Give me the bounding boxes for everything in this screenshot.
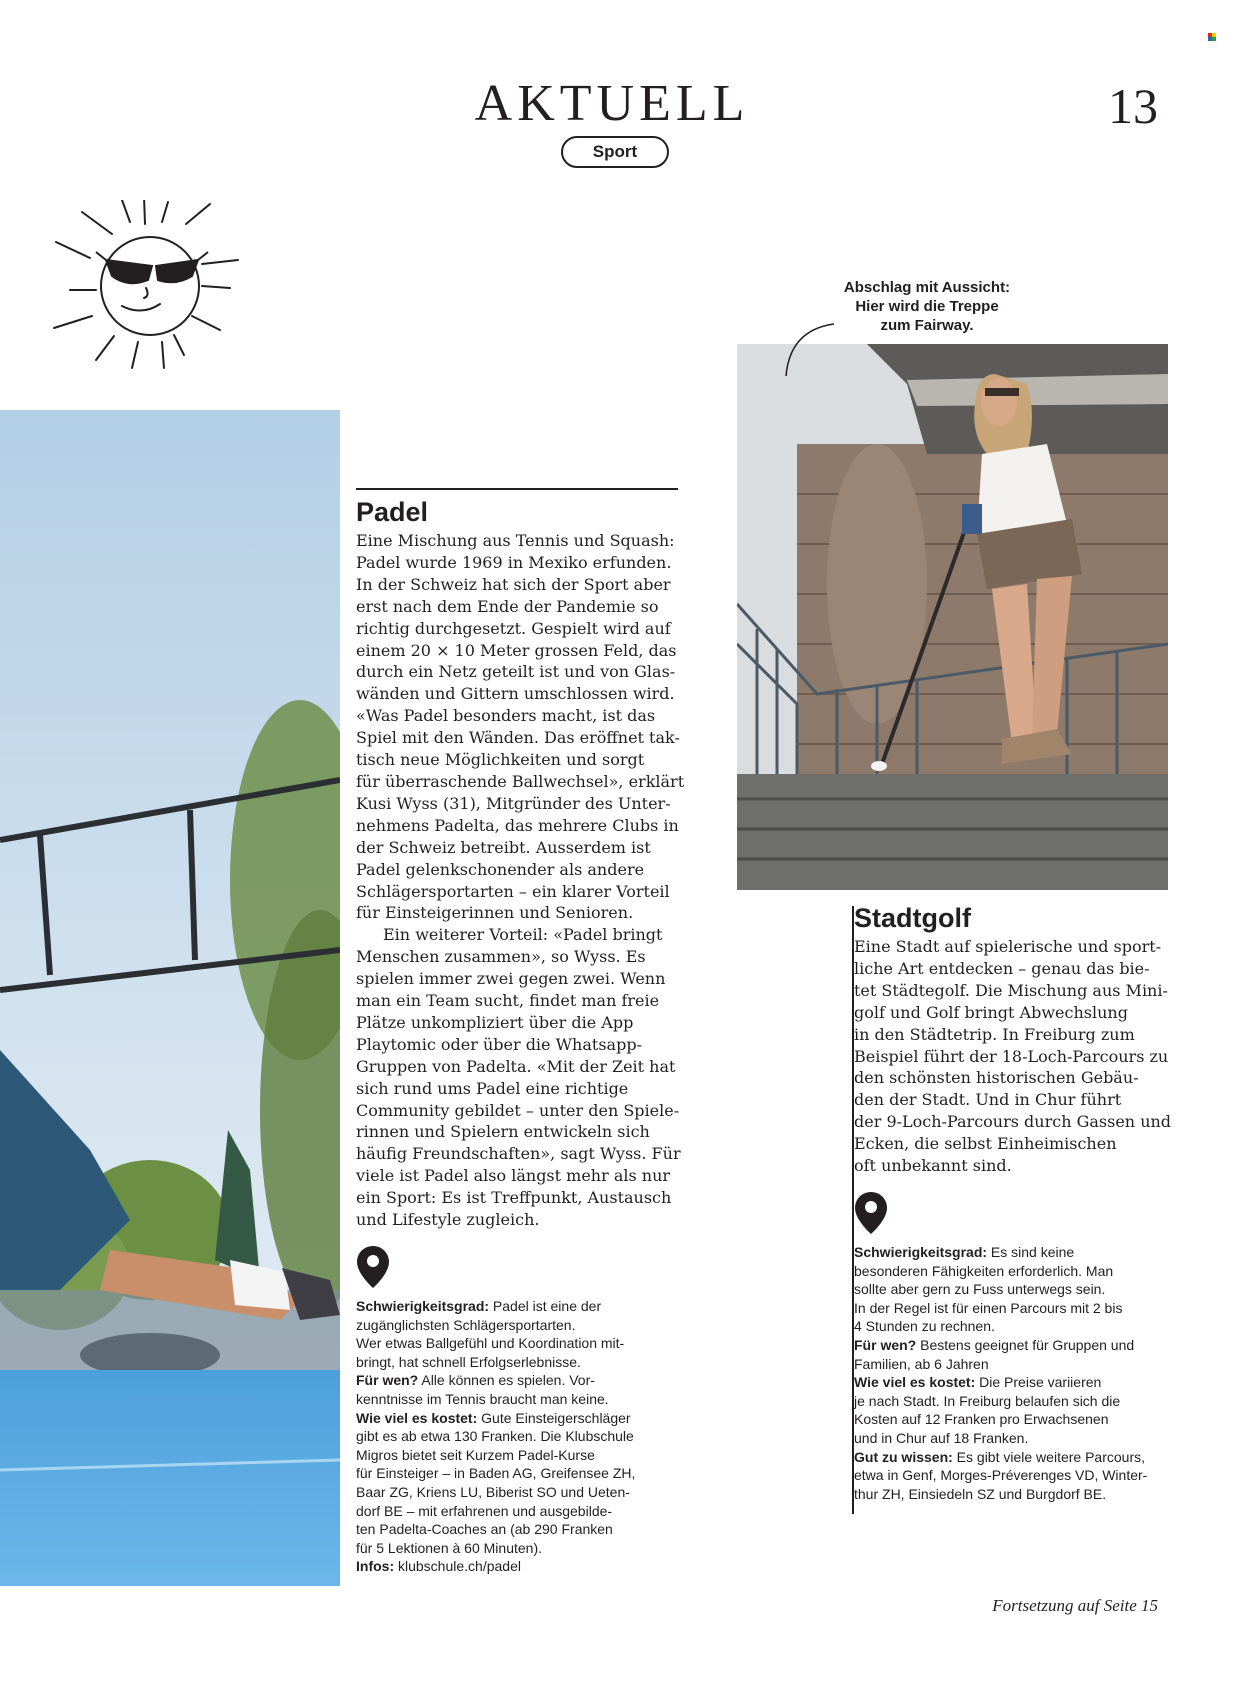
info-label: Schwierigkeitsgrad: — [356, 1298, 490, 1314]
info-line: für 5 Lektionen à 60 Minuten). — [356, 1539, 543, 1556]
body-line: Menschen zusammen», so Wyss. Es — [356, 947, 646, 967]
body-line: golf und Golf bringt Abwechslung — [854, 1002, 1128, 1022]
info-line: gibt es ab etwa 130 Franken. Die Klubschule — [356, 1428, 634, 1445]
location-pin-icon — [854, 1191, 888, 1235]
body-line: einem 20 × 10 Meter grossen Feld, das — [356, 640, 677, 660]
info-line: Baar ZG, Kriens LU, Biberist SO und Ueten- — [356, 1483, 630, 1500]
body-line: «Was Padel besonders macht, ist das — [356, 706, 656, 726]
info-line — [356, 1297, 686, 1316]
info-line: bringt, hat schnell Erfolgserlebnisse. — [356, 1353, 581, 1370]
stadtgolf-body — [854, 936, 1184, 1177]
body-line: für überraschende Ballwechsel», erklärt — [356, 771, 685, 791]
body-line: liche Art entdecken – genau das bie- — [854, 958, 1150, 978]
info-text: Gute Einsteigerschläger — [477, 1409, 631, 1426]
body-line: und Lifestyle zugleich. — [356, 1210, 540, 1230]
body-line: Eine Stadt auf spielerische und sport- — [854, 937, 1162, 956]
info-line: zugänglichsten Schlägersportarten. — [356, 1316, 576, 1333]
info-line: kenntnisse im Tennis braucht man keine. — [356, 1390, 609, 1407]
info-line: Kosten auf 12 Franken pro Erwachsenen — [854, 1411, 1109, 1428]
caption-line: Hier wird die Treppe — [855, 298, 999, 315]
body-line: oft unbekannt sind. — [854, 1156, 1012, 1176]
stadtgolf-photo — [737, 344, 1168, 890]
body-line: spielen immer zwei gegen zwei. Wenn — [356, 969, 666, 989]
body-line: für Einsteigerinnen und Senioren. — [356, 903, 634, 923]
info-line — [854, 1336, 1184, 1355]
page-number: 13 — [1108, 78, 1158, 134]
info-label: Infos: — [356, 1558, 395, 1575]
stadtgolf-article — [854, 902, 1184, 1503]
padel-heading: Padel — [356, 497, 429, 527]
info-item — [356, 1371, 686, 1408]
info-line: etwa in Genf, Morges-Préverenges VD, Winter- — [854, 1467, 1148, 1484]
info-line: 4 Stunden zu rechnen. — [854, 1318, 995, 1335]
body-line: Schlägersportarten – ein klarer Vorteil — [356, 881, 670, 901]
body-line: viele ist Padel also längst mehr als nur — [356, 1166, 671, 1186]
info-item — [854, 1448, 1184, 1504]
body-line: Spiel mit den Wänden. Das eröffnet tak- — [356, 728, 680, 748]
body-line: Eine Mischung aus Tennis und Squash: — [356, 531, 675, 550]
padel-article — [356, 496, 686, 1576]
info-line — [356, 1557, 686, 1576]
info-item — [356, 1557, 686, 1576]
info-item — [854, 1336, 1184, 1373]
info-line — [854, 1448, 1184, 1467]
info-text: Alle können es spielen. Vor- — [418, 1372, 595, 1389]
info-line — [356, 1409, 686, 1428]
body-line: Padel wurde 1969 in Mexiko erfunden. — [356, 552, 672, 572]
body-line: häufig Freundschaften», sagt Wyss. Für — [356, 1144, 681, 1164]
info-line: und in Chur auf 18 Franken. — [854, 1429, 1029, 1446]
info-line: je nach Stadt. In Freiburg belaufen sich die — [854, 1392, 1121, 1409]
info-text: Bestens geeignet für Gruppen und — [916, 1336, 1135, 1353]
body-line: sich rund ums Padel eine richtige — [356, 1078, 629, 1098]
info-label: Für wen? — [854, 1336, 917, 1353]
body-line: Ein weiterer Vorteil: «Padel bringt — [383, 925, 663, 945]
body-line: richtig durchgesetzt. Gespielt wird auf — [356, 618, 671, 638]
section-badge: Sport — [561, 136, 669, 168]
info-line: besonderen Fähigkeiten erforderlich. Man — [854, 1262, 1114, 1279]
body-line: wänden und Gittern umschlossen wird. — [356, 684, 675, 704]
body-line: der 9-Loch-Parcours durch Gassen und — [854, 1112, 1172, 1132]
info-line: dorf BE – mit erfahrenen und ausgebilde- — [356, 1502, 613, 1519]
body-line: Beispiel führt der 18-Loch-Parcours zu — [854, 1046, 1169, 1066]
info-label: Gut zu wissen: — [854, 1448, 953, 1465]
padel-rule — [356, 488, 678, 490]
info-line: Familien, ab 6 Jahren — [854, 1355, 989, 1372]
photo-caption — [804, 278, 1050, 335]
body-line: nehmens Padelta, das mehrere Clubs in — [356, 815, 679, 835]
info-line: Migros bietet seit Kurzem Padel-Kurse — [356, 1446, 595, 1463]
info-label: Wie viel es kostet: — [854, 1374, 976, 1391]
info-item — [356, 1297, 686, 1371]
body-line: Kusi Wyss (31), Mitgründer des Unter- — [356, 793, 671, 813]
page-title: AKTUELL — [474, 75, 750, 132]
body-line: Ecken, die selbst Einheimischen — [854, 1134, 1117, 1154]
stadtgolf-info — [854, 1243, 1184, 1503]
body-line: Playtomic oder über die Whatsapp- — [356, 1034, 642, 1054]
body-line: in den Städtetrip. In Freiburg zum — [854, 1024, 1135, 1044]
color-registration-mark — [1208, 33, 1216, 41]
info-text: Es gibt viele weitere Parcours, — [952, 1448, 1145, 1465]
continued-note: Fortsetzung auf Seite 15 — [992, 1596, 1158, 1615]
body-line: tet Städtegolf. Die Mischung aus Mini- — [854, 980, 1168, 1000]
info-text: klubschule.ch/padel — [394, 1558, 521, 1575]
body-line: den schönsten historischen Gebäu- — [854, 1068, 1139, 1088]
info-line: sollte aber gern zu Fuss unterwegs sein. — [854, 1281, 1106, 1298]
body-line: tisch neue Möglichkeiten und sorgt — [356, 750, 645, 770]
info-label: Wie viel es kostet: — [356, 1409, 478, 1426]
info-line — [854, 1243, 1184, 1262]
sun-sunglasses-illustration — [52, 200, 252, 370]
body-line: rinnen und Spielern entwickeln sich — [356, 1122, 650, 1142]
body-line: Plätze unkompliziert über die App — [356, 1012, 634, 1032]
padel-player-photo — [0, 410, 340, 1586]
info-line: In der Regel ist für einen Parcours mit 2 bis — [854, 1299, 1123, 1316]
body-line: Padel gelenkschonender als andere — [356, 859, 645, 879]
body-line: der Schweiz betreibt. Ausserdem ist — [356, 837, 651, 857]
info-label: Schwierigkeitsgrad: — [854, 1243, 988, 1260]
info-item — [854, 1373, 1184, 1447]
info-item — [356, 1409, 686, 1558]
info-text: Padel ist eine der — [489, 1298, 602, 1314]
caption-line: Abschlag mit Aussicht: — [843, 279, 1011, 296]
body-line: erst nach dem Ende der Pandemie so — [356, 596, 659, 616]
info-item — [854, 1243, 1184, 1336]
body-line: durch ein Netz geteilt ist und von Glas- — [356, 662, 676, 682]
padel-body — [356, 530, 686, 1231]
padel-info — [356, 1297, 686, 1576]
body-line: man ein Team sucht, findet man freie — [356, 991, 660, 1011]
info-line — [356, 1371, 686, 1390]
info-line: ten Padelta-Coaches an (ab 290 Franken — [356, 1521, 613, 1538]
caption-line: zum Fairway. — [880, 317, 974, 334]
body-line: Community gebildet – unter den Spiele- — [356, 1100, 680, 1120]
info-text: Es sind keine — [987, 1243, 1075, 1260]
body-line: ein Sport: Es ist Treffpunkt, Austausch — [356, 1188, 672, 1208]
info-line: Wer etwas Ballgefühl und Koordination mit- — [356, 1335, 625, 1352]
info-label: Für wen? — [356, 1372, 419, 1389]
body-line: Gruppen von Padelta. «Mit der Zeit hat — [356, 1056, 676, 1076]
info-line: für Einsteiger – in Baden AG, Greifensee ZH, — [356, 1465, 636, 1482]
caption-pointer-line — [780, 320, 840, 380]
body-line: den der Stadt. Und in Chur führt — [854, 1090, 1122, 1110]
stadtgolf-heading: Stadtgolf — [854, 903, 971, 933]
info-text: Die Preise variieren — [975, 1374, 1102, 1391]
info-line: thur ZH, Einsiedeln SZ und Burgdorf BE. — [854, 1485, 1107, 1502]
body-line: In der Schweiz hat sich der Sport aber — [356, 574, 671, 594]
location-pin-icon — [356, 1245, 390, 1289]
info-line — [854, 1373, 1184, 1392]
